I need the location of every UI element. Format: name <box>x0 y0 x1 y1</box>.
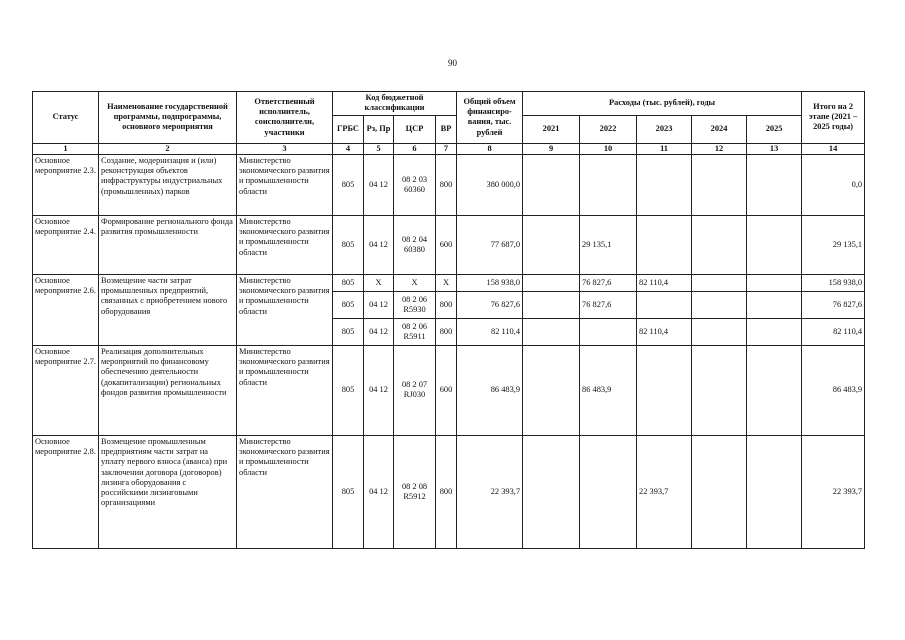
csr-cell: 08 2 06 R5911 <box>394 318 436 345</box>
vr-cell: 800 <box>436 154 457 215</box>
header-name: Наименование государственной программы, подпрограммы, основного мероприятия <box>99 92 237 144</box>
year-2025-cell <box>747 215 802 274</box>
year-2022-cell: 76 827,6 <box>580 274 637 291</box>
vr-cell: 600 <box>436 215 457 274</box>
year-2023-cell <box>637 215 692 274</box>
status-cell: Основное мероприятие 2.6. <box>33 274 99 345</box>
year-2025-cell <box>747 291 802 318</box>
year-2025-cell <box>747 345 802 435</box>
year-2024-cell <box>692 435 747 548</box>
year-2023-cell <box>637 345 692 435</box>
name-cell: Создание, модернизация и (или) реконструкция объектов инфраструктуры индустриальных (промышленных) парков <box>99 154 237 215</box>
total-cell: 76 827,6 <box>457 291 523 318</box>
status-cell: Основное мероприятие 2.4. <box>33 215 99 274</box>
budget-table <box>32 91 865 549</box>
column-number: 9 <box>523 143 580 154</box>
column-number: 13 <box>747 143 802 154</box>
status-cell: Основное мероприятие 2.3. <box>33 154 99 215</box>
name-cell: Реализация дополнительных мероприятий по финансовому обеспечению деятельности (докапитализации) региональных фондов развития промышленности <box>99 345 237 435</box>
grbs-cell: 805 <box>333 318 364 345</box>
column-number: 3 <box>237 143 333 154</box>
column-number: 7 <box>436 143 457 154</box>
column-number: 14 <box>802 143 865 154</box>
name-cell: Возмещение части затрат промышленных предприятий, связанных с приобретением нового оборудования <box>99 274 237 345</box>
rzpr-cell: 04 12 <box>364 154 394 215</box>
year-2023-cell: 82 110,4 <box>637 318 692 345</box>
year-2021-cell <box>523 154 580 215</box>
csr-cell: X <box>394 274 436 291</box>
column-number: 2 <box>99 143 237 154</box>
rzpr-cell: 04 12 <box>364 435 394 548</box>
column-number: 6 <box>394 143 436 154</box>
grbs-cell: 805 <box>333 215 364 274</box>
year-2021-cell <box>523 318 580 345</box>
stage-total-cell: 76 827,6 <box>802 291 865 318</box>
rzpr-cell: 04 12 <box>364 291 394 318</box>
year-2022-cell: 76 827,6 <box>580 291 637 318</box>
stage-total-cell: 86 483,9 <box>802 345 865 435</box>
vr-cell: 600 <box>436 345 457 435</box>
total-cell: 22 393,7 <box>457 435 523 548</box>
rzpr-cell: 04 12 <box>364 215 394 274</box>
year-2022-cell: 29 135,1 <box>580 215 637 274</box>
total-cell: 158 938,0 <box>457 274 523 291</box>
vr-cell: 800 <box>436 435 457 548</box>
csr-cell: 08 2 07 RJ030 <box>394 345 436 435</box>
csr-cell: 08 2 06 R5930 <box>394 291 436 318</box>
rzpr-cell: 04 12 <box>364 318 394 345</box>
header-responsible: Ответственный исполнитель, соисполнители, участники <box>237 92 333 144</box>
column-number: 5 <box>364 143 394 154</box>
table-row <box>33 435 865 548</box>
column-number: 1 <box>33 143 99 154</box>
csr-cell: 08 2 03 60360 <box>394 154 436 215</box>
table-row <box>33 345 865 435</box>
header-stage-total: Итого на 2 этапе (2021 – 2025 годы) <box>802 92 865 144</box>
grbs-cell: 805 <box>333 435 364 548</box>
column-number: 10 <box>580 143 637 154</box>
responsible-cell: Министерство экономического развития и промышленности области <box>237 345 333 435</box>
year-2022-cell <box>580 154 637 215</box>
year-2025-cell <box>747 318 802 345</box>
total-cell: 380 000,0 <box>457 154 523 215</box>
year-2021-cell <box>523 215 580 274</box>
column-number: 8 <box>457 143 523 154</box>
year-2024-cell <box>692 215 747 274</box>
column-number: 11 <box>637 143 692 154</box>
year-2023-cell: 82 110,4 <box>637 274 692 291</box>
year-2024-cell <box>692 291 747 318</box>
csr-cell: 08 2 08 R5912 <box>394 435 436 548</box>
header-year-2024: 2024 <box>692 115 747 143</box>
total-cell: 86 483,9 <box>457 345 523 435</box>
header-vr: ВР <box>436 115 457 143</box>
header-year-2023: 2023 <box>637 115 692 143</box>
vr-cell: 800 <box>436 291 457 318</box>
year-2021-cell <box>523 274 580 291</box>
total-cell: 82 110,4 <box>457 318 523 345</box>
status-cell: Основное мероприятие 2.8. <box>33 435 99 548</box>
status-cell: Основное мероприятие 2.7. <box>33 345 99 435</box>
year-2023-cell <box>637 154 692 215</box>
header-csr: ЦСР <box>394 115 436 143</box>
csr-cell: 08 2 04 60380 <box>394 215 436 274</box>
responsible-cell: Министерство экономического развития и промышленности области <box>237 274 333 345</box>
year-2025-cell <box>747 435 802 548</box>
page-number: 90 <box>448 58 457 68</box>
header-grbs: ГРБС <box>333 115 364 143</box>
stage-total-cell: 158 938,0 <box>802 274 865 291</box>
year-2024-cell <box>692 274 747 291</box>
header-rzpr: Рз, Пр <box>364 115 394 143</box>
year-2023-cell <box>637 291 692 318</box>
header-status: Статус <box>33 92 99 144</box>
header-year-2021: 2021 <box>523 115 580 143</box>
stage-total-cell: 22 393,7 <box>802 435 865 548</box>
column-number: 4 <box>333 143 364 154</box>
year-2022-cell: 86 483,9 <box>580 345 637 435</box>
grbs-cell: 805 <box>333 154 364 215</box>
responsible-cell: Министерство экономического развития и промышленности области <box>237 154 333 215</box>
year-2021-cell <box>523 291 580 318</box>
table-row <box>33 154 865 215</box>
year-2021-cell <box>523 435 580 548</box>
rzpr-cell: 04 12 <box>364 345 394 435</box>
table-row <box>33 274 865 291</box>
vr-cell: X <box>436 274 457 291</box>
table-row <box>33 215 865 274</box>
name-cell: Формирование регионального фонда развития промышленности <box>99 215 237 274</box>
stage-total-cell: 82 110,4 <box>802 318 865 345</box>
stage-total-cell: 29 135,1 <box>802 215 865 274</box>
year-2025-cell <box>747 154 802 215</box>
year-2024-cell <box>692 154 747 215</box>
grbs-cell: 805 <box>333 291 364 318</box>
header-year-2025: 2025 <box>747 115 802 143</box>
grbs-cell: 805 <box>333 274 364 291</box>
responsible-cell: Министерство экономического развития и промышленности области <box>237 215 333 274</box>
year-2022-cell <box>580 435 637 548</box>
year-2024-cell <box>692 318 747 345</box>
responsible-cell: Министерство экономического развития и промышленности области <box>237 435 333 548</box>
year-2024-cell <box>692 345 747 435</box>
header-total-funding: Общий объем финансиро-вания, тыс. рублей <box>457 92 523 144</box>
year-2021-cell <box>523 345 580 435</box>
year-2023-cell: 22 393,7 <box>637 435 692 548</box>
rzpr-cell: X <box>364 274 394 291</box>
year-2025-cell <box>747 274 802 291</box>
column-number-row <box>33 143 865 154</box>
header-budget-code: Код бюджетной классификации <box>333 92 457 116</box>
year-2022-cell <box>580 318 637 345</box>
name-cell: Возмещение промышленным предприятиям части затрат на уплату первого взноса (аванса) при заключении договора (договоров) лизинга оборудования с российскими лизинговыми организациями <box>99 435 237 548</box>
total-cell: 77 687,0 <box>457 215 523 274</box>
column-number: 12 <box>692 143 747 154</box>
grbs-cell: 805 <box>333 345 364 435</box>
vr-cell: 800 <box>436 318 457 345</box>
stage-total-cell: 0,0 <box>802 154 865 215</box>
header-year-2022: 2022 <box>580 115 637 143</box>
header-expenses: Расходы (тыс. рублей), годы <box>523 92 802 116</box>
